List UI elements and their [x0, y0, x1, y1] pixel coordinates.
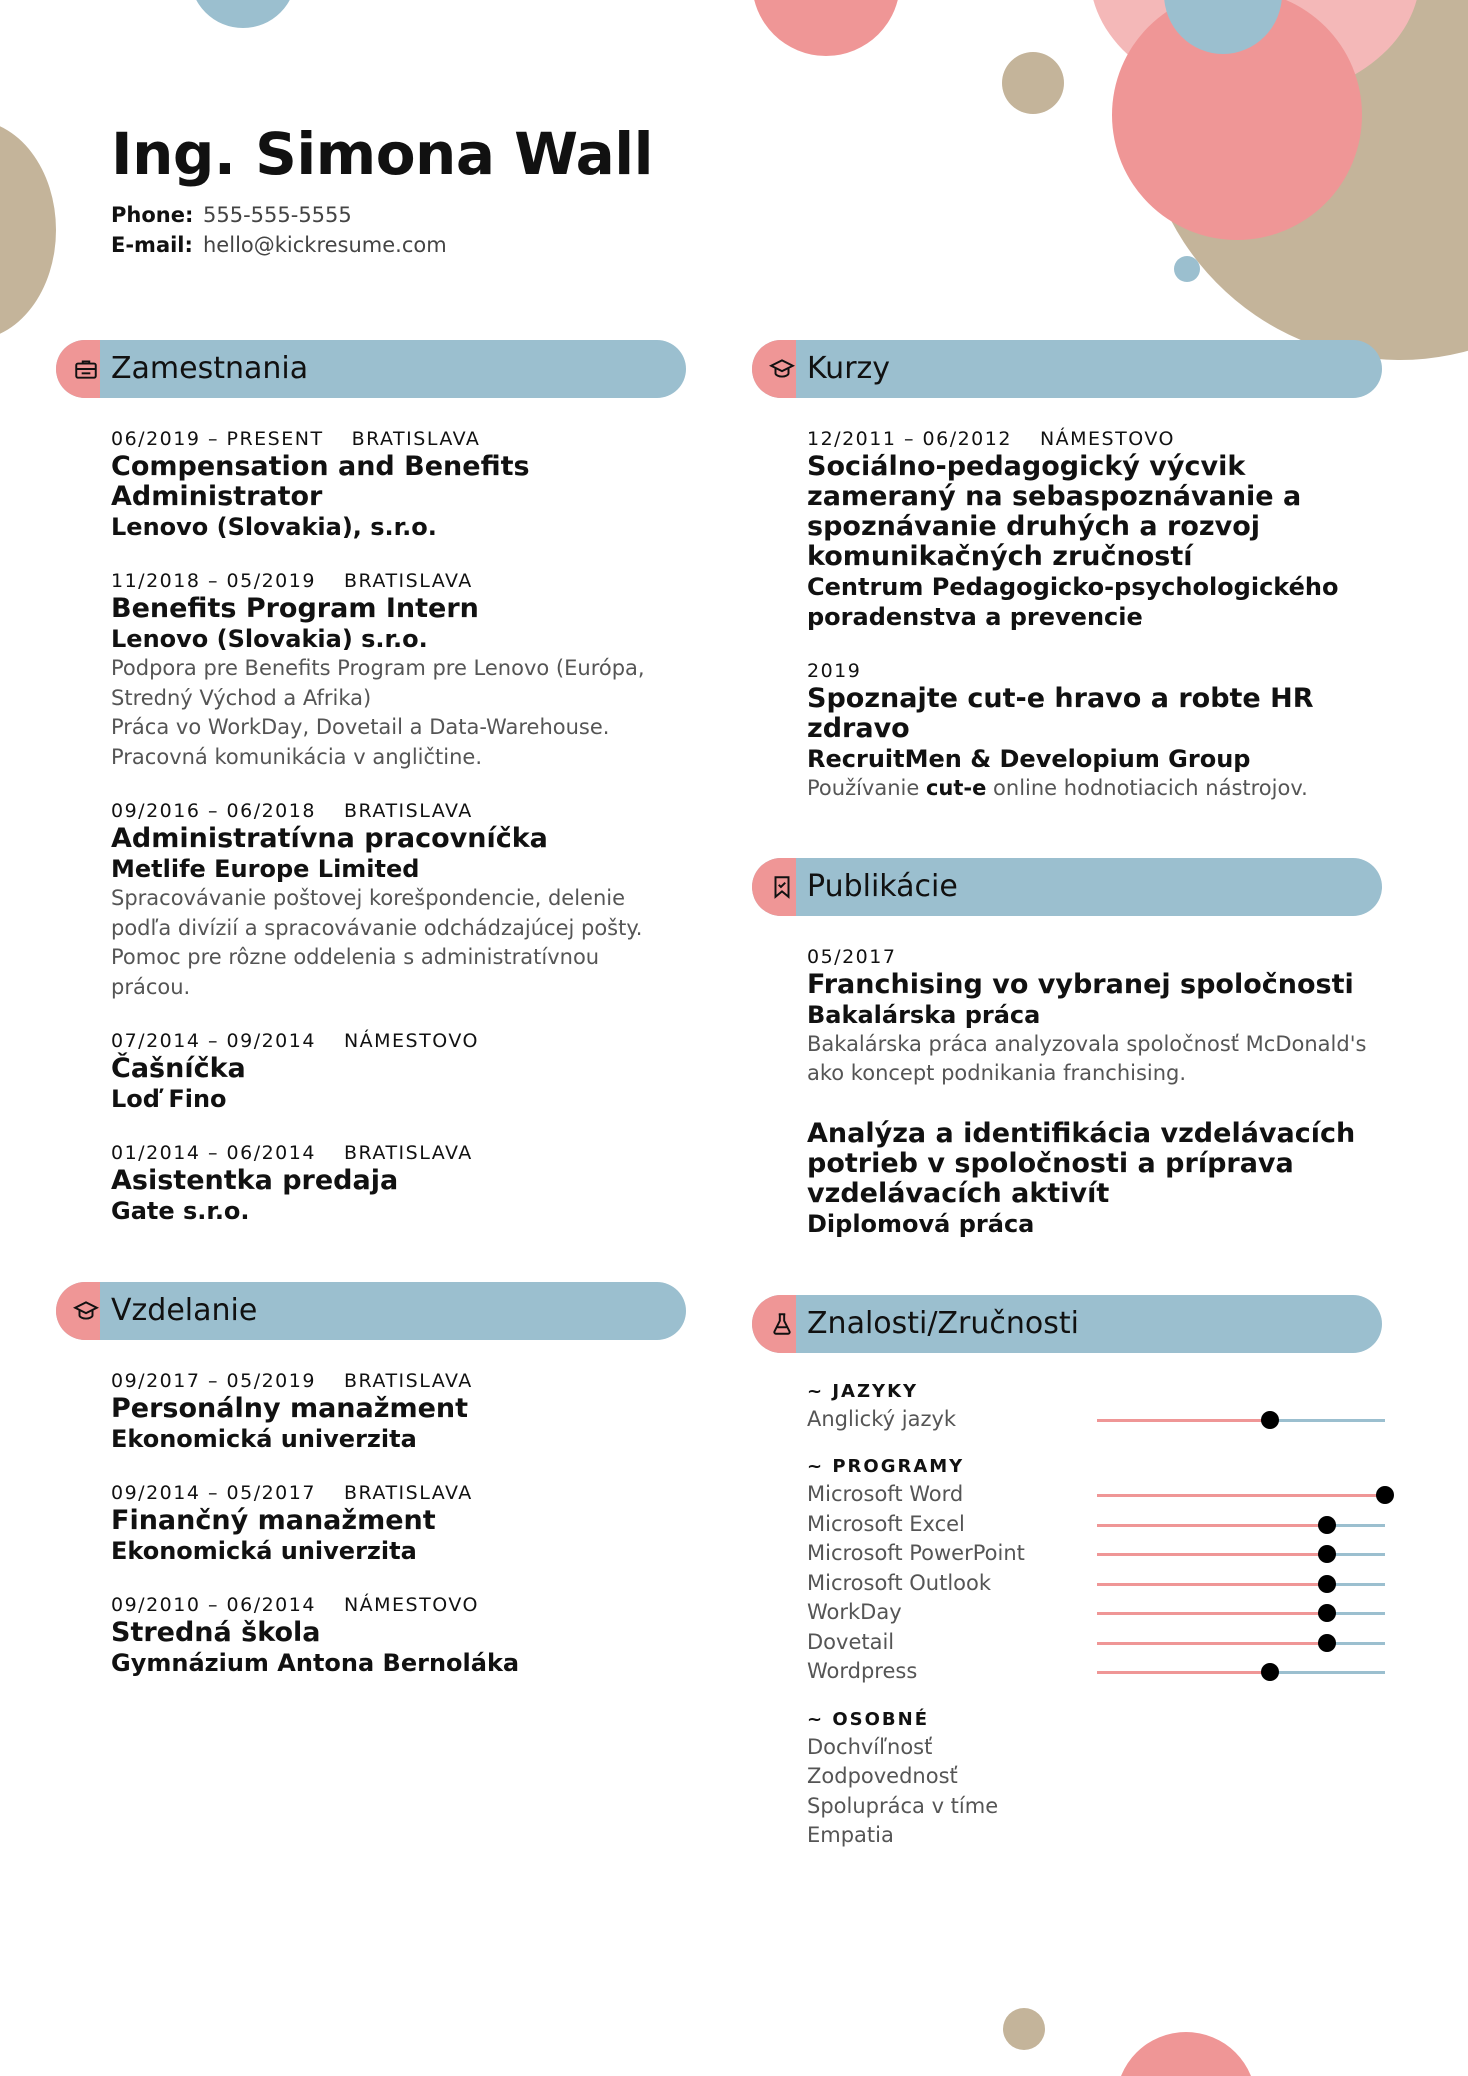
skill-category: ~ OSOBNÉ — [807, 1708, 929, 1730]
entry-meta — [111, 1028, 681, 1054]
entry-meta — [111, 426, 681, 452]
entry-org: Gate s.r.o. — [111, 1197, 250, 1225]
entry-meta — [111, 1480, 681, 1506]
skill-name: Microsoft Excel — [807, 1511, 965, 1536]
skill-name: Microsoft PowerPoint — [807, 1541, 1025, 1565]
desc-bold: cut-e — [925, 776, 987, 800]
skill-level-fill — [1097, 1524, 1327, 1527]
skill-level-fill — [1097, 1553, 1327, 1556]
skill-name: Wordpress — [807, 1659, 918, 1683]
skill-category: ~ PROGRAMY — [807, 1456, 965, 1477]
skill-group-personal — [807, 1707, 1382, 1851]
entry-description — [807, 774, 1377, 804]
decor-circle-tan-small — [1002, 52, 1064, 114]
skill-level-knob — [1261, 1411, 1279, 1429]
entry-dates: 2019 — [807, 660, 862, 682]
email-label: E-mail: — [111, 233, 193, 257]
decor-circle-pink-top — [752, 0, 900, 56]
entry-role: Finančný manažment — [111, 1505, 436, 1536]
entry-dates: 09/2016 – 06/2018 — [111, 800, 316, 822]
course-entry — [807, 426, 1377, 632]
skill-row — [807, 1569, 1382, 1599]
employment-entry — [111, 1028, 681, 1114]
education-entry — [111, 1592, 681, 1678]
entry-org: Lenovo (Slovakia) s.r.o. — [111, 625, 428, 653]
entry-role: Analýza a identifikácia vzdelávacích potrieb v spoločnosti a príprava vzdelávacích aktivít — [807, 1117, 1356, 1209]
skill-level-track — [1097, 1642, 1385, 1645]
course-entry — [807, 658, 1377, 804]
entry-location: NÁMESTOVO — [343, 1594, 479, 1616]
desc-text: online hodnotiacich nástrojov. — [986, 776, 1308, 800]
phone-value: 555-555-5555 — [203, 203, 352, 227]
skill-level-track — [1097, 1494, 1385, 1497]
section-title-education: Vzdelanie — [111, 1293, 258, 1328]
personal-skill: Dochvíľnosť — [807, 1734, 933, 1759]
skill-group-programs — [807, 1454, 1382, 1687]
entry-org: Bakalárska práca — [807, 1000, 1041, 1029]
entry-role: Benefits Program Intern — [111, 593, 479, 624]
entry-meta — [111, 568, 681, 594]
entry-org: Ekonomická univerzita — [111, 1537, 417, 1565]
skill-level-knob — [1376, 1486, 1394, 1504]
section-header-skills — [752, 1295, 1382, 1353]
section-title-courses: Kurzy — [807, 351, 891, 386]
phone-label: Phone: — [111, 203, 194, 227]
skill-level-track — [1097, 1524, 1385, 1527]
entry-meta — [111, 1368, 681, 1394]
entry-role: Compensation and Benefits Administrator — [111, 451, 530, 512]
decor-circle-tan-bottom — [1003, 2008, 1045, 2050]
entry-location: BRATISLAVA — [343, 1142, 473, 1164]
entry-description: Bakalárska práca analyzovala spoločnosť McDonald's ako koncept podnikania franchising. — [807, 1031, 1367, 1085]
entry-role: Franchising vo vybranej spoločnosti — [807, 968, 1354, 1000]
entry-org: Metlife Europe Limited — [111, 855, 420, 883]
decor-circle-blue-top — [190, 0, 296, 28]
entry-dates: 11/2018 – 05/2019 — [111, 570, 316, 592]
skill-name: Microsoft Word — [807, 1482, 964, 1506]
entry-location: BRATISLAVA — [343, 800, 473, 822]
entry-meta — [807, 426, 1377, 452]
entry-description: Podpora pre Benefits Program pre Lenovo (Európa, Stredný Východ a Afrika) Práca vo WorkDay, Dovetail a Data-Warehouse. Pracovná komunikácia v angličtine. — [111, 656, 645, 769]
section-header-publications — [752, 858, 1382, 916]
skill-row — [807, 1598, 1382, 1628]
publication-entry — [807, 944, 1377, 1089]
entry-location: BRATISLAVA — [343, 1370, 473, 1392]
skill-name: Dovetail — [807, 1629, 895, 1654]
entry-meta — [807, 944, 1377, 970]
skill-row — [807, 1657, 1382, 1687]
education-entry — [111, 1480, 681, 1566]
entry-dates: 07/2014 – 09/2014 — [111, 1030, 316, 1052]
entry-dates: 01/2014 – 06/2014 — [111, 1142, 316, 1164]
skill-level-track — [1097, 1553, 1385, 1556]
resume-header — [111, 118, 653, 260]
personal-skill: Zodpovednosť — [807, 1764, 958, 1788]
entry-org: Lenovo (Slovakia), s.r.o. — [111, 513, 437, 541]
entry-org: Loď Fino — [111, 1085, 227, 1113]
skill-row — [807, 1539, 1382, 1569]
section-header-education — [56, 1282, 686, 1340]
skill-level-knob — [1318, 1634, 1336, 1652]
skill-level-track — [1097, 1671, 1385, 1674]
bookmark-icon — [752, 858, 796, 916]
entry-org: Gymnázium Antona Bernoláka — [111, 1649, 520, 1677]
entry-location: BRATISLAVA — [351, 428, 481, 450]
decor-circle-blue-dot — [1174, 256, 1200, 282]
decor-circle-tan-left — [0, 120, 56, 340]
skill-level-knob — [1318, 1575, 1336, 1593]
right-column — [752, 340, 1382, 1851]
skill-row — [807, 1480, 1382, 1510]
section-title-employment: Zamestnania — [111, 351, 309, 386]
entry-org: Centrum Pedagogicko-psychologického poradenstva a prevencie — [807, 573, 1339, 631]
section-title-publications: Publikácie — [807, 868, 958, 904]
entry-role: Stredná škola — [111, 1617, 321, 1648]
skill-level-fill — [1097, 1612, 1327, 1615]
skill-level-track — [1097, 1583, 1385, 1586]
decor-circle-pink-bottom — [1116, 2032, 1256, 2076]
entry-dates: 09/2010 – 06/2014 — [111, 1594, 316, 1616]
section-header-courses — [752, 340, 1382, 398]
left-column — [56, 340, 686, 1678]
personal-skill: Spolupráca v tíme — [807, 1793, 999, 1818]
employment-entry — [111, 568, 681, 772]
education-entry — [111, 1368, 681, 1454]
entry-role: Administratívna pracovníčka — [111, 823, 548, 854]
entry-org: RecruitMen & Developium Group — [807, 745, 1251, 773]
person-name: Ing. Simona Wall — [111, 120, 653, 188]
personal-skill: Empatia — [807, 1823, 894, 1847]
entry-location: BRATISLAVA — [343, 1482, 473, 1504]
entry-description: Spracovávanie poštovej korešpondencie, delenie podľa divízií a spracovávanie odchádzajúcej pošty. Pomoc pre rôzne oddelenia s administratívnou prácou. — [111, 886, 643, 999]
entry-dates: 12/2011 – 06/2012 — [807, 428, 1012, 450]
entry-dates: 09/2014 – 05/2017 — [111, 1482, 316, 1504]
skill-level-knob — [1318, 1516, 1336, 1534]
entry-org: Diplomová práca — [807, 1209, 1035, 1238]
graduation-cap-icon — [752, 340, 796, 398]
section-title-skills: Znalosti/Zručnosti — [807, 1305, 1079, 1341]
contact-info — [111, 200, 653, 260]
skill-row — [807, 1405, 1382, 1435]
skill-row — [807, 1628, 1382, 1658]
skill-group-languages — [807, 1379, 1382, 1435]
entry-location: NÁMESTOVO — [343, 1030, 479, 1052]
skill-name: Microsoft Outlook — [807, 1570, 992, 1595]
entry-location: BRATISLAVA — [343, 570, 473, 592]
entry-meta — [807, 658, 1377, 684]
skill-level-fill — [1097, 1671, 1270, 1674]
employment-entry — [111, 1140, 681, 1226]
entry-location: NÁMESTOVO — [1039, 428, 1175, 450]
employment-entry — [111, 426, 681, 542]
skill-level-knob — [1261, 1663, 1279, 1681]
skill-level-fill — [1097, 1583, 1327, 1586]
entry-meta — [111, 1140, 681, 1166]
skill-level-track — [1097, 1419, 1385, 1422]
entry-dates: 09/2017 – 05/2019 — [111, 1370, 316, 1392]
entry-role: Spoznajte cut-e hravo a robte HR zdravo — [807, 683, 1314, 744]
skill-name: Anglický jazyk — [807, 1406, 957, 1431]
skill-category: ~ JAZYKY — [807, 1380, 919, 1402]
desc-text: Používanie — [807, 776, 926, 800]
skill-level-fill — [1097, 1494, 1385, 1497]
flask-icon — [752, 1295, 796, 1353]
skill-level-fill — [1097, 1419, 1270, 1422]
entry-org: Ekonomická univerzita — [111, 1425, 417, 1453]
graduation-cap-icon — [56, 1282, 100, 1340]
skill-row — [807, 1510, 1382, 1540]
briefcase-icon — [56, 340, 100, 398]
employment-entry — [111, 798, 681, 1002]
publication-entry — [807, 1119, 1377, 1239]
entry-dates: 05/2017 — [807, 945, 897, 968]
entry-role: Asistentka predaja — [111, 1165, 399, 1196]
entry-meta — [111, 798, 681, 824]
entry-role: Personálny manažment — [111, 1393, 469, 1424]
entry-role: Sociálno-pedagogický výcvik zameraný na sebaspoznávanie a spoznávanie druhých a rozvoj komunikačných zručností — [807, 451, 1302, 572]
section-header-employment — [56, 340, 686, 398]
skill-level-track — [1097, 1612, 1385, 1615]
skill-level-fill — [1097, 1642, 1327, 1645]
entry-meta — [111, 1592, 681, 1618]
entry-dates: 06/2019 – PRESENT — [111, 428, 324, 450]
skill-name: WorkDay — [807, 1600, 902, 1624]
email-value[interactable]: hello@kickresume.com — [203, 233, 447, 257]
entry-role: Čašníčka — [111, 1053, 246, 1084]
